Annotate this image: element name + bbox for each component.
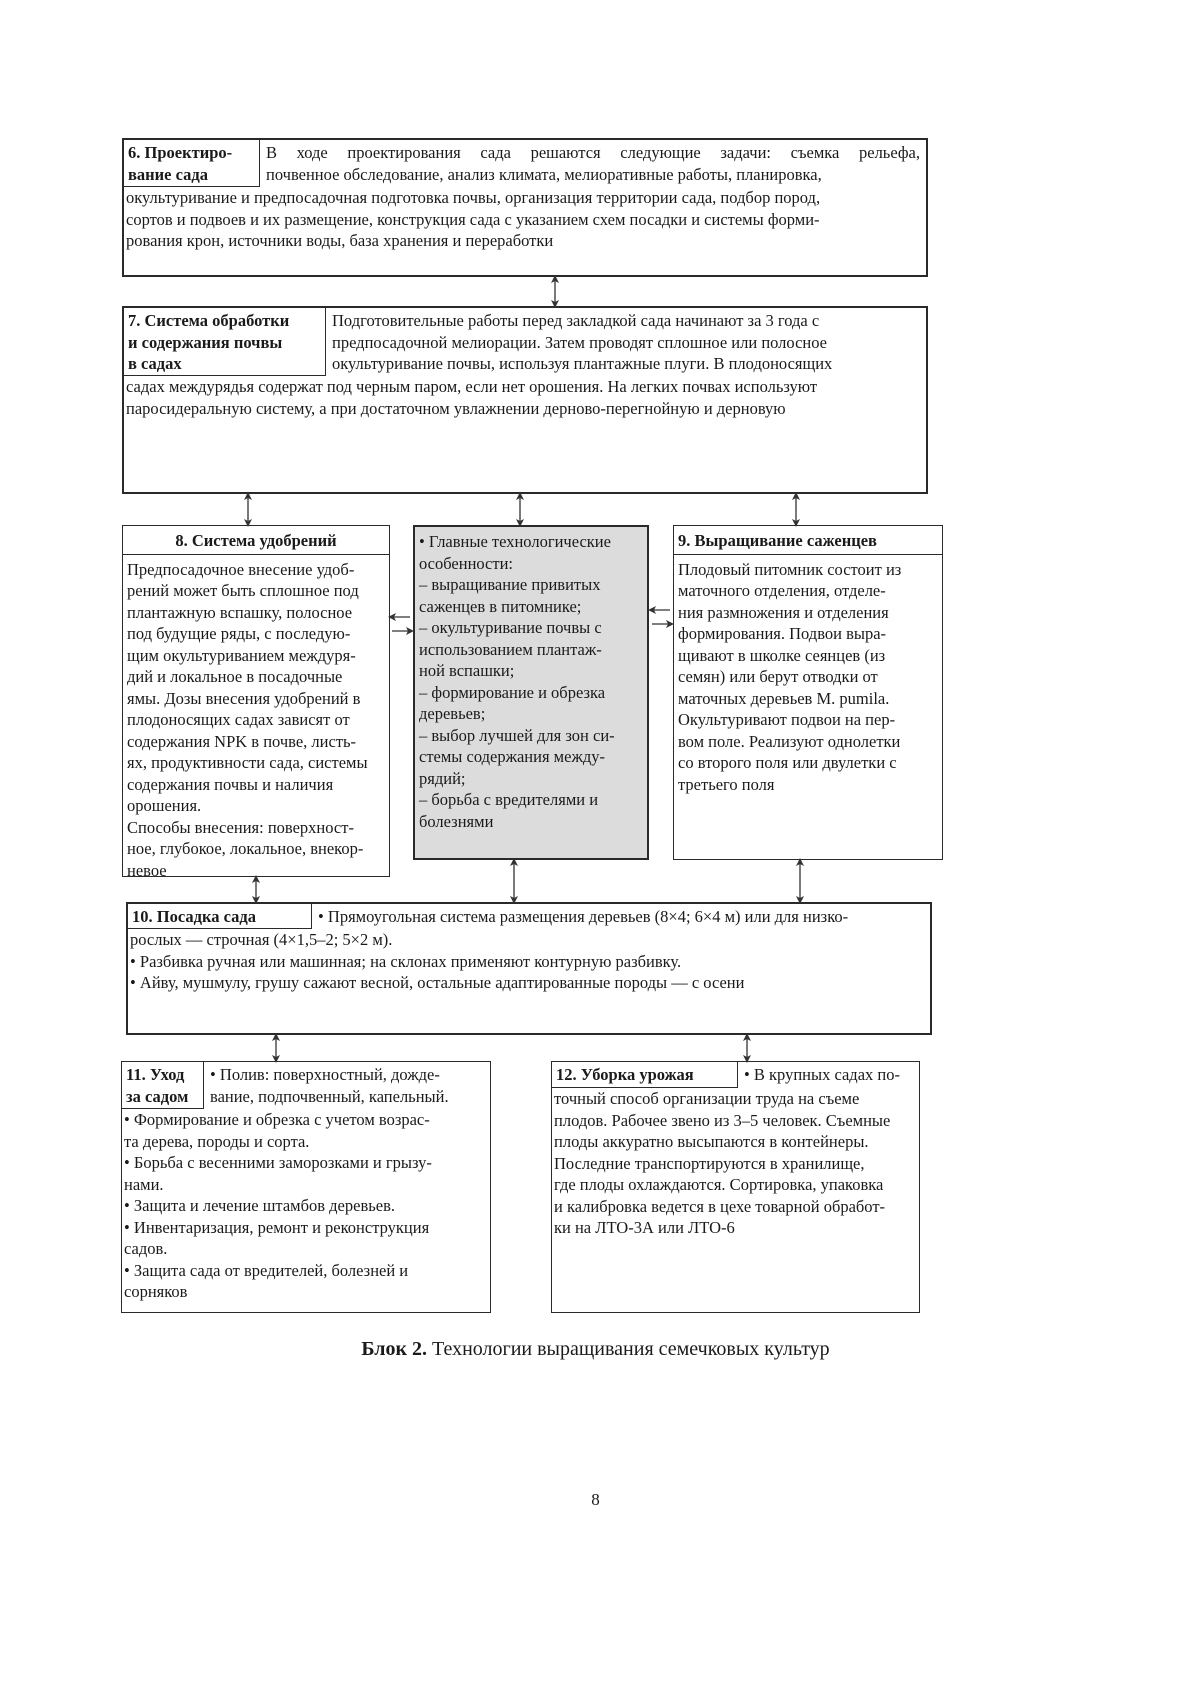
block-11-text: • Полив: поверхностный, дожде- вание, подпочвенный, капельный. • Формирование и обрезка с учетом возрас- та дерева, породы и сорта. • Борьба с весенними заморозками и грызу- нами. • Защита и лечение штамбов деревьев. • Инвентаризация, ремонт и реконструкция садов. • Защита сада от вредителей, болезней и сорняков xyxy=(124,1065,449,1301)
block-9-line: со второго поля или двулетки с xyxy=(678,753,897,772)
figure-caption xyxy=(0,1338,1191,1361)
block-11-garden-care xyxy=(121,1061,491,1313)
key-feature-line: болезнями xyxy=(419,811,494,831)
key-feature-line: саженцев в питомнике; xyxy=(419,596,582,616)
block-7-title: 7. Система обработки и содержания почвы в садах xyxy=(124,308,326,376)
block-9-line: маточного отделения, отделе- xyxy=(678,581,886,600)
key-features-list xyxy=(415,527,647,836)
key-feature-line: деревьев; xyxy=(419,704,486,723)
block-8-line: содержания NPK в почве, листь- xyxy=(127,731,357,751)
block-8-line: плодоносящих садах зависят от xyxy=(127,710,350,729)
key-feature-line: ной вспашки; xyxy=(419,661,515,680)
block-12-title: 12. Уборка урожая xyxy=(552,1062,738,1088)
caption-text: Технологии выращивания семечковых культур xyxy=(427,1338,830,1360)
block-8-line: щим окультуриванием междуря- xyxy=(127,645,356,665)
key-feature-line: – формирование и обрезка xyxy=(419,682,606,702)
page-number: 8 xyxy=(591,1490,600,1509)
key-feature-line: рядий; xyxy=(419,768,466,788)
block-8-line: ямы. Дозы внесения удобрений в xyxy=(127,688,361,708)
block-9-line: вом поле. Реализуют однолетки xyxy=(678,731,901,751)
block-9-line: Плодовый питомник состоит из xyxy=(678,559,902,579)
block-8-title: 8. Система удобрений xyxy=(123,526,389,555)
block-9-line: формирования. Подвои выра- xyxy=(678,624,887,643)
block-7-soil-management xyxy=(122,306,928,494)
key-feature-line: • Главные технологические xyxy=(419,532,611,551)
block-8-line: невое xyxy=(127,860,167,880)
block-9-line: щивают в школке сеянцев (из xyxy=(678,645,886,665)
block-key-features xyxy=(413,525,649,860)
block-9-line: ния размножения и отделения xyxy=(678,602,889,622)
block-8-line: ное, глубокое, локальное, внекор- xyxy=(127,839,364,858)
block-12-text: • В крупных садах по- точный способ организации труда на съеме плодов. Рабочее звено из 3–5 человек. Съемные плоды аккуратно высыпаются в контейнеры. Последние транспортируются в хранилище, где плоды охлаждаются. Сортировка, упаковка и калибровка ведется в цехе товарной обработ- ки на ЛТО-3А или ЛТО-6 xyxy=(554,1065,900,1237)
key-feature-line: особенности: xyxy=(419,553,514,573)
block-10-planting xyxy=(126,902,932,1035)
key-feature-line: использованием плантаж- xyxy=(419,639,602,659)
block-12-harvest xyxy=(551,1061,920,1313)
block-9-title: 9. Выращивание саженцев xyxy=(674,526,942,555)
block-8-line: ях, продуктивности сада, системы xyxy=(127,753,368,772)
block-8-fertilizer-system xyxy=(122,525,390,880)
key-feature-line: – борьба с вредителями и xyxy=(419,790,599,809)
block-8-text xyxy=(123,555,389,886)
block-6-title: 6. Проектиро- вание сада xyxy=(124,140,260,187)
block-8-line: под будущие ряды, с последую- xyxy=(127,624,351,643)
block-10-text: • Прямоугольная система размещения деревьев (8×4; 6×4 м) или для низко- рослых — строчная (4×1,5–2; 5×2 м). • Разбивка ручная или машинная; на склонах применяют контурную разбивку. • Айву, мушмулу, грушу сажают весной, остальные адаптированные породы — с осени xyxy=(130,907,849,992)
block-8-line: плантажную вспашку, полосное xyxy=(127,602,353,622)
block-9-line: семян) или берут отводки от xyxy=(678,667,878,686)
key-feature-line: – выращивание привитых xyxy=(419,575,601,594)
key-feature-line: – выбор лучшей для зон си- xyxy=(419,725,615,745)
block-9-line: третьего поля xyxy=(678,774,775,794)
block-8-line: орошения. xyxy=(127,796,202,815)
block-9-seedling-growing xyxy=(673,525,943,860)
block-8-line: рений может быть сплошное под xyxy=(127,581,359,600)
caption-label: Блок 2. xyxy=(361,1338,428,1360)
block-8-line: Способы внесения: поверхност- xyxy=(127,817,354,837)
block-8-line: дий и локальное в посадочные xyxy=(127,667,343,686)
block-9-text xyxy=(674,555,942,800)
key-feature-line: стемы содержания между- xyxy=(419,747,605,766)
block-8-line: содержания почвы и наличия xyxy=(127,774,334,794)
block-6-garden-design xyxy=(122,138,928,277)
block-8-line: Предпосадочное внесение удоб- xyxy=(127,559,355,579)
block-11-title: 11. Уход за садом xyxy=(122,1062,204,1109)
block-9-line: Окультуривают подвои на пер- xyxy=(678,710,896,729)
block-6-text: В ходе проектирования сада решаются следующие задачи: съемка рельефа, почвенное обследование, анализ климата, мелиоративные работы, планировка, окультуривание и предпосадочная подготовка почвы, организация территории сада, подбор пород, сортов и подвоев и их размещение, конструкция сада с указанием схем посадки и системы форми- рования крон, источники воды, база хранения и переработки xyxy=(126,143,920,250)
key-feature-line: – окультуривание почвы с xyxy=(419,618,602,637)
block-10-title: 10. Посадка сада xyxy=(128,904,312,929)
block-9-line: маточных деревьев M. pumila. xyxy=(678,688,890,708)
block-7-text: Подготовительные работы перед закладкой сада начинают за 3 года с предпосадочной мелиорации. Затем проводят сплошное или полосное окультуривание почвы, используя плантажные плуги. В плодоносящих садах междурядья содержат под черным паром, если нет орошения. На легких почвах используют паросидеральную систему, а при достаточном увлажнении дерново-перегнойную и дерновую xyxy=(126,311,833,418)
